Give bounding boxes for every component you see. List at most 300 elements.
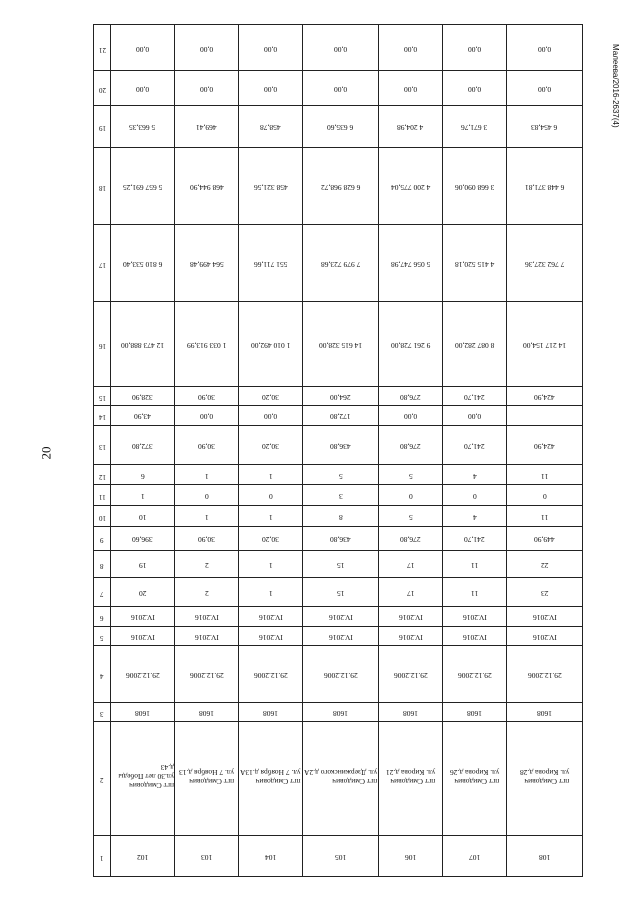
table-cell	[379, 526, 443, 551]
table-cell	[507, 71, 583, 106]
column-number	[94, 835, 111, 876]
cell-value: 1 033 913,99	[186, 340, 227, 350]
street: ул. Кирова д.21	[385, 767, 436, 777]
table-cell	[175, 485, 239, 506]
cell-value: 1	[268, 471, 273, 481]
table-cell	[239, 722, 303, 835]
settlement: пгт Смидович	[454, 776, 500, 786]
table-cell	[175, 578, 239, 607]
cell-value: 1608	[537, 709, 552, 719]
cell-value: 15	[336, 561, 345, 571]
table-cell	[507, 506, 583, 527]
table-cell	[111, 386, 175, 406]
cell-value: IV.2016	[462, 613, 487, 623]
cell-value: IV.2016	[398, 613, 423, 623]
table-cell	[379, 25, 443, 71]
column-number	[94, 526, 111, 551]
form-column-10	[94, 506, 583, 527]
cell-value: 30,90	[198, 535, 215, 545]
cell-value: 0,00	[403, 412, 418, 422]
cell-value: 5 663,35	[129, 123, 156, 133]
cell-value: 0,00	[263, 44, 278, 54]
table-cell	[443, 25, 507, 71]
cell-value: IV.2016	[532, 632, 557, 642]
cell-value: 106	[404, 852, 417, 862]
table-cell	[443, 506, 507, 527]
cell-value: 328,90	[132, 392, 153, 402]
table-cell	[175, 464, 239, 485]
cell-value: 4 415 520,18	[454, 259, 495, 269]
cell-value: 14 217 154,00	[522, 340, 567, 350]
table-cell	[239, 147, 303, 224]
table-cell	[379, 485, 443, 506]
table-cell	[379, 702, 443, 722]
table-cell	[443, 702, 507, 722]
table-cell	[303, 702, 379, 722]
table-cell	[507, 485, 583, 506]
cell-value: 241,70	[464, 535, 485, 545]
table-cell	[443, 626, 507, 646]
column-number	[94, 702, 111, 722]
table-cell	[443, 606, 507, 626]
column-number-label: 10	[98, 513, 106, 522]
form-column-4	[94, 646, 583, 703]
cell-value: 396,60	[132, 535, 153, 545]
cell-value: 4	[472, 512, 477, 522]
cell-value: 8 087 282,00	[454, 340, 495, 350]
settlement: пгт Смидович	[189, 776, 235, 786]
cell-value: 29.12.2006	[125, 670, 160, 680]
cell-value: IV.2016	[130, 632, 155, 642]
table-cell	[239, 464, 303, 485]
table-cell	[443, 224, 507, 301]
table-cell	[379, 425, 443, 464]
table-cell	[239, 702, 303, 722]
table-cell	[303, 71, 379, 106]
table-cell	[443, 551, 507, 578]
cell-value: 11	[540, 512, 549, 522]
cell-value: 29.12.2006	[393, 670, 428, 680]
cell-value: 30,90	[198, 441, 215, 451]
cell-value: 0,00	[263, 412, 278, 422]
form-column-8	[94, 551, 583, 578]
cell-value: 104	[264, 852, 277, 862]
cell-value: 0,00	[199, 44, 214, 54]
cell-value: 14 615 328,00	[318, 340, 363, 350]
table-cell	[111, 646, 175, 703]
settlement: пгт Смидович	[129, 781, 174, 791]
table-cell	[303, 578, 379, 607]
cell-value: 6 454,83	[531, 123, 558, 133]
table-cell	[239, 578, 303, 607]
table-cell	[303, 646, 379, 703]
form-column-1	[94, 835, 583, 876]
cell-value: 22	[540, 561, 549, 571]
table-cell	[443, 722, 507, 835]
table-cell	[303, 526, 379, 551]
cell-value: 29.12.2006	[527, 670, 562, 680]
form-column-19	[94, 106, 583, 147]
table-cell	[507, 626, 583, 646]
table-cell	[239, 626, 303, 646]
table-cell	[443, 302, 507, 386]
settlement: пгт Смидович	[390, 776, 436, 786]
cell-value: IV.2016	[398, 632, 423, 642]
cell-value: 424,90	[534, 441, 555, 451]
address	[386, 768, 435, 786]
cell-value: 29.12.2006	[189, 670, 224, 680]
cell-value: 108	[538, 852, 551, 862]
table-cell	[303, 106, 379, 147]
table-cell	[239, 302, 303, 386]
cell-value: 469,41	[196, 123, 217, 133]
table-cell	[303, 551, 379, 578]
table-cell	[239, 224, 303, 301]
table-cell	[111, 506, 175, 527]
cell-value: 0,00	[467, 85, 482, 95]
column-number	[94, 71, 111, 106]
form-column-6	[94, 606, 583, 626]
table-cell	[239, 526, 303, 551]
cell-value: 10	[138, 512, 147, 522]
table-cell	[303, 626, 379, 646]
cell-value: 6 628 968,72	[320, 182, 361, 192]
column-number-label: 16	[98, 341, 106, 350]
column-number	[94, 646, 111, 703]
table-cell	[239, 551, 303, 578]
street: ул. Кирова д.28	[519, 767, 570, 777]
table-cell	[175, 526, 239, 551]
address	[450, 768, 499, 786]
table-cell	[111, 106, 175, 147]
form-column-9	[94, 526, 583, 551]
cell-value: 30,90	[198, 392, 215, 402]
column-number	[94, 406, 111, 426]
cell-value: 1	[268, 589, 273, 599]
table-cell	[443, 425, 507, 464]
table-cell	[507, 722, 583, 835]
table-cell	[507, 224, 583, 301]
cell-value: 458,78	[260, 123, 281, 133]
document-code: Малеева/2016-2637(4)	[611, 44, 620, 128]
column-number-label: 21	[98, 45, 106, 54]
cell-value: 17	[406, 589, 415, 599]
table-cell	[239, 606, 303, 626]
table-cell	[239, 485, 303, 506]
address	[111, 763, 174, 790]
table-cell	[379, 224, 443, 301]
table-cell	[111, 551, 175, 578]
column-number-label: 20	[98, 86, 106, 95]
cell-value: 103	[200, 852, 213, 862]
table-cell	[175, 702, 239, 722]
table-cell	[303, 224, 379, 301]
table-cell	[443, 464, 507, 485]
column-number-label: 11	[98, 493, 106, 502]
table-cell	[507, 302, 583, 386]
column-number-label: 15	[98, 393, 106, 402]
address	[520, 768, 569, 786]
cell-value: IV.2016	[258, 613, 283, 623]
table-cell	[443, 106, 507, 147]
table-cell	[111, 578, 175, 607]
table-cell	[303, 386, 379, 406]
cell-value: 1	[204, 471, 209, 481]
cell-value: 424,90	[534, 392, 555, 402]
table-cell	[239, 406, 303, 426]
cell-value: 241,70	[464, 441, 485, 451]
cell-value: 0,00	[467, 412, 482, 422]
column-number-label: 8	[100, 562, 104, 571]
cell-value: 3	[338, 492, 343, 502]
cell-value: 0,00	[333, 44, 348, 54]
table-cell	[239, 25, 303, 71]
cell-value: 23	[540, 589, 549, 599]
table-cell	[303, 722, 379, 835]
table-cell	[239, 106, 303, 147]
table-cell	[111, 425, 175, 464]
table-cell	[379, 147, 443, 224]
column-number	[94, 464, 111, 485]
table-cell	[175, 406, 239, 426]
cell-value: 5 056 747,98	[390, 259, 431, 269]
table-cell	[175, 71, 239, 106]
cell-value: 1608	[403, 709, 418, 719]
table-cell	[379, 386, 443, 406]
column-number	[94, 551, 111, 578]
table-cell	[175, 626, 239, 646]
cell-value: 11	[470, 589, 479, 599]
street: ул.30 лет Победы д.43	[118, 763, 174, 782]
table-cell	[239, 646, 303, 703]
cell-value: 29.12.2006	[253, 670, 288, 680]
cell-value: 3 671,76	[461, 123, 488, 133]
cell-value: 6 810 533,40	[122, 259, 163, 269]
address	[179, 768, 234, 786]
table-cell	[379, 646, 443, 703]
form-column-16	[94, 302, 583, 386]
cell-value: 1	[204, 512, 209, 522]
table-cell	[175, 25, 239, 71]
page-number: 20	[38, 446, 54, 460]
column-number-label: 17	[98, 260, 106, 269]
cell-value: 2	[204, 589, 209, 599]
cell-value: 241,70	[464, 392, 485, 402]
table-cell	[507, 464, 583, 485]
table-cell	[507, 526, 583, 551]
table-cell	[111, 147, 175, 224]
cell-value: IV.2016	[258, 632, 283, 642]
table-cell	[379, 464, 443, 485]
column-number	[94, 506, 111, 527]
table-cell	[175, 147, 239, 224]
table-cell	[303, 485, 379, 506]
table-cell	[507, 425, 583, 464]
form-column-15	[94, 386, 583, 406]
column-number-label: 13	[98, 442, 106, 451]
cell-value: 264,00	[330, 392, 351, 402]
cell-value: 0	[408, 492, 413, 502]
table-cell	[443, 485, 507, 506]
table-cell	[507, 406, 583, 426]
column-number	[94, 25, 111, 71]
cell-value: 30,20	[262, 392, 279, 402]
cell-value: 5	[408, 471, 413, 481]
form-column-14	[94, 406, 583, 426]
table-cell	[379, 835, 443, 876]
column-number-label: 4	[100, 671, 104, 680]
cell-value: IV.2016	[462, 632, 487, 642]
cell-value: 1	[268, 512, 273, 522]
cell-value: 2	[204, 561, 209, 571]
form-column-17	[94, 224, 583, 301]
table-cell	[443, 71, 507, 106]
data-table	[93, 24, 583, 877]
table-cell	[443, 835, 507, 876]
cell-value: 5	[338, 471, 343, 481]
table-cell	[175, 506, 239, 527]
address	[304, 768, 377, 786]
table-cell	[111, 485, 175, 506]
table-cell	[111, 406, 175, 426]
table-cell	[507, 646, 583, 703]
table-cell	[175, 106, 239, 147]
cell-value: 6 635,60	[327, 123, 354, 133]
table-cell	[443, 646, 507, 703]
table-cell	[239, 71, 303, 106]
table-cell	[111, 626, 175, 646]
cell-value: 15	[336, 589, 345, 599]
cell-value: 11	[540, 471, 549, 481]
column-number	[94, 578, 111, 607]
street: ул. Кирова д.26	[449, 767, 500, 777]
cell-value: 11	[470, 561, 479, 571]
cell-value: 29.12.2006	[457, 670, 492, 680]
table-cell	[379, 106, 443, 147]
cell-value: 0	[542, 492, 547, 502]
cell-value: 7 979 723,68	[320, 259, 361, 269]
table-cell	[175, 551, 239, 578]
cell-value: 4	[472, 471, 477, 481]
settlement: пгт Смидович	[332, 776, 378, 786]
table-cell	[507, 386, 583, 406]
table-cell	[111, 835, 175, 876]
cell-value: 1608	[467, 709, 482, 719]
table-cell	[303, 406, 379, 426]
table-cell	[111, 224, 175, 301]
form-column-12	[94, 464, 583, 485]
cell-value: 276,80	[400, 392, 421, 402]
table-cell	[379, 551, 443, 578]
table-cell	[379, 606, 443, 626]
cell-value: 276,80	[400, 441, 421, 451]
cell-value: 0,00	[537, 85, 552, 95]
cell-value: 0,00	[135, 85, 150, 95]
table-cell	[175, 302, 239, 386]
cell-value: 564 499,48	[189, 259, 224, 269]
table-cell	[379, 71, 443, 106]
table-cell	[379, 722, 443, 835]
form-column-21	[94, 25, 583, 71]
column-number-label: 12	[98, 472, 106, 481]
column-number-label: 19	[98, 124, 106, 133]
table-cell	[111, 302, 175, 386]
table-cell	[303, 506, 379, 527]
cell-value: 5 657 691,25	[122, 182, 163, 192]
cell-value: 4 200 775,04	[390, 182, 431, 192]
table-cell	[443, 406, 507, 426]
table-cell	[443, 526, 507, 551]
street: ул. Дзержинского д.2А	[303, 767, 378, 777]
cell-value: 1 010 492,00	[250, 340, 291, 350]
table-cell	[175, 835, 239, 876]
table-cell	[111, 25, 175, 71]
table-cell	[507, 25, 583, 71]
form-column-11	[94, 485, 583, 506]
cell-value: 5	[408, 512, 413, 522]
table-cell	[239, 506, 303, 527]
table-cell	[175, 722, 239, 835]
cell-value: 1	[140, 492, 145, 502]
cell-value: 468 944,90	[189, 182, 224, 192]
table-cell	[303, 464, 379, 485]
column-number	[94, 485, 111, 506]
cell-value: 30,20	[262, 535, 279, 545]
cell-value: 0	[472, 492, 477, 502]
table-cell	[303, 606, 379, 626]
cell-value: 0,00	[403, 44, 418, 54]
cell-value: 276,80	[400, 535, 421, 545]
cell-value: 19	[138, 561, 147, 571]
table-cell	[379, 302, 443, 386]
address	[240, 768, 301, 786]
column-number-label: 18	[98, 183, 106, 192]
table-cell	[175, 646, 239, 703]
table-cell	[379, 578, 443, 607]
form-column-2	[94, 722, 583, 835]
street: ул. 7 Ноября д.13А	[240, 767, 301, 777]
cell-value: 0,00	[199, 85, 214, 95]
cell-value: 172,80	[330, 412, 351, 422]
cell-value: IV.2016	[194, 632, 219, 642]
street: ул. 7 Ноября д.13	[178, 767, 235, 777]
cell-value: IV.2016	[532, 613, 557, 623]
cell-value: IV.2016	[194, 613, 219, 623]
table-cell	[507, 551, 583, 578]
cell-value: 105	[334, 852, 347, 862]
table-cell	[507, 106, 583, 147]
cell-value: 107	[468, 852, 481, 862]
column-number-label: 2	[100, 776, 104, 785]
table-cell	[379, 626, 443, 646]
table-cell	[111, 722, 175, 835]
cell-value: 6	[140, 471, 145, 481]
column-number	[94, 147, 111, 224]
table-cell	[303, 147, 379, 224]
cell-value: 0,00	[263, 85, 278, 95]
settlement: пгт Смидович	[255, 776, 301, 786]
table-cell	[443, 578, 507, 607]
column-number	[94, 386, 111, 406]
column-number-label: 9	[100, 536, 104, 545]
table-cell	[303, 425, 379, 464]
cell-value: 0	[204, 492, 209, 502]
cell-value: IV.2016	[130, 613, 155, 623]
table-cell	[379, 506, 443, 527]
table-cell	[111, 606, 175, 626]
cell-value: 17	[406, 561, 415, 571]
column-number	[94, 722, 111, 835]
